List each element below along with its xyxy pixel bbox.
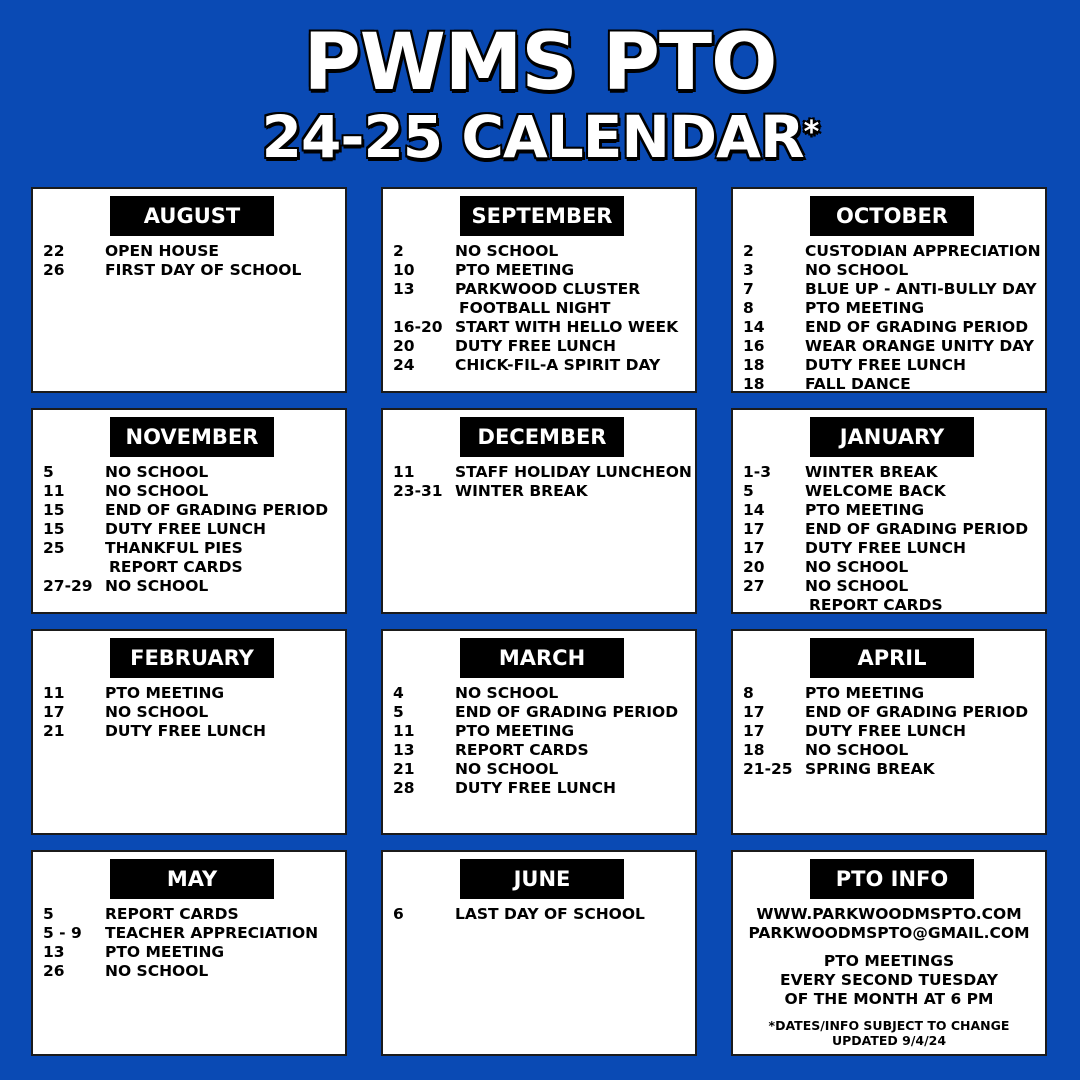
- month-card-february: [31, 629, 347, 835]
- month-title: NOVEMBER: [110, 417, 274, 457]
- event-text: PTO MEETING: [455, 722, 575, 740]
- pto-note-line: UPDATED 9/4/24: [831, 1033, 947, 1048]
- pto-meetings-line: PTO MEETINGS: [823, 952, 955, 970]
- event-text: DUTY FREE LUNCH: [455, 779, 616, 797]
- event-row: [43, 261, 341, 280]
- event-list: [743, 463, 1041, 615]
- event-text: CHICK-FIL-A SPIRIT DAY: [455, 356, 661, 374]
- event-list: [743, 684, 1041, 779]
- event-row: [393, 299, 691, 318]
- event-date: 21: [393, 760, 415, 778]
- event-row: [743, 741, 1041, 760]
- event-row: [743, 337, 1041, 356]
- month-title: JUNE: [460, 859, 624, 899]
- month-title: FEBRUARY: [110, 638, 274, 678]
- event-row: [393, 741, 691, 760]
- event-text: BLUE UP - ANTI-BULLY DAY: [805, 280, 1037, 298]
- month-card-march: [381, 629, 697, 835]
- event-row: [393, 280, 691, 299]
- event-row: [43, 558, 341, 577]
- event-text: DUTY FREE LUNCH: [805, 539, 966, 557]
- event-text: LAST DAY OF SCHOOL: [455, 905, 645, 923]
- event-date: 23-31: [393, 482, 443, 500]
- event-text: NO SCHOOL: [105, 577, 209, 595]
- event-date: 25: [43, 539, 65, 557]
- event-date: 11: [43, 482, 65, 500]
- event-date: 21: [43, 722, 65, 740]
- event-date: 14: [743, 318, 765, 336]
- event-text: WINTER BREAK: [805, 463, 938, 481]
- event-row: [43, 943, 341, 962]
- event-text: NO SCHOOL: [105, 703, 209, 721]
- event-row: [743, 722, 1041, 741]
- event-text: REPORT CARDS: [809, 596, 943, 614]
- month-card-october: [731, 187, 1047, 393]
- event-text: FIRST DAY OF SCHOOL: [105, 261, 302, 279]
- event-text: DUTY FREE LUNCH: [455, 337, 616, 355]
- event-row: [43, 539, 341, 558]
- event-text: PTO MEETING: [805, 684, 925, 702]
- event-date: 26: [43, 962, 65, 980]
- event-row: [393, 318, 691, 337]
- event-row: [393, 779, 691, 798]
- event-date: 28: [393, 779, 415, 797]
- event-date: 18: [743, 741, 765, 759]
- event-text: END OF GRADING PERIOD: [805, 703, 1029, 721]
- event-date: 20: [393, 337, 415, 355]
- event-row: [43, 924, 341, 943]
- pto-note-line: *DATES/INFO SUBJECT TO CHANGE: [768, 1018, 1010, 1033]
- event-text: END OF GRADING PERIOD: [805, 318, 1029, 336]
- month-title: OCTOBER: [810, 196, 974, 236]
- month-card-january: [731, 408, 1047, 614]
- event-date: 15: [43, 501, 65, 519]
- month-card-august: [31, 187, 347, 393]
- event-row: [43, 962, 341, 981]
- month-title: APRIL: [810, 638, 974, 678]
- event-date: 1-3: [743, 463, 772, 481]
- event-date: 17: [743, 703, 765, 721]
- event-list: [393, 905, 691, 924]
- event-text: NO SCHOOL: [805, 741, 909, 759]
- event-text: NO SCHOOL: [805, 558, 909, 576]
- page-title: PWMS PTO: [303, 18, 777, 108]
- event-date: 5: [743, 482, 754, 500]
- event-date: 13: [393, 741, 415, 759]
- event-date: 5: [43, 463, 54, 481]
- subtitle-text: 24-25 CALENDAR: [261, 103, 804, 171]
- event-row: [393, 463, 691, 482]
- event-date: 2: [743, 242, 754, 260]
- page-header: [0, 0, 1080, 180]
- pto-email-link[interactable]: PARKWOODMSPTO@GMAIL.COM: [748, 924, 1030, 942]
- event-text: NO SCHOOL: [105, 482, 209, 500]
- month-card-september: [381, 187, 697, 393]
- event-text: CUSTODIAN APPRECIATION: [805, 242, 1041, 260]
- event-date: 13: [43, 943, 65, 961]
- event-text: DUTY FREE LUNCH: [805, 356, 966, 374]
- event-date: 3: [743, 261, 754, 279]
- event-date: [43, 558, 105, 577]
- page-subtitle: [0, 102, 1080, 172]
- month-card-december: [381, 408, 697, 614]
- event-text: WINTER BREAK: [455, 482, 588, 500]
- pto-website-link[interactable]: WWW.PARKWOODMSPTO.COM: [756, 905, 1022, 923]
- event-row: [43, 905, 341, 924]
- month-title: MARCH: [460, 638, 624, 678]
- event-row: [743, 558, 1041, 577]
- event-text: END OF GRADING PERIOD: [455, 703, 679, 721]
- event-list: [43, 905, 341, 981]
- pto-meetings: [733, 952, 1045, 1009]
- pto-contact: [733, 905, 1045, 943]
- month-title: JANUARY: [810, 417, 974, 457]
- event-text: THANKFUL PIES: [105, 539, 243, 557]
- event-text: DUTY FREE LUNCH: [105, 722, 266, 740]
- event-date: 16: [743, 337, 765, 355]
- event-row: [743, 482, 1041, 501]
- event-text: TEACHER APPRECIATION: [105, 924, 319, 942]
- event-row: [393, 337, 691, 356]
- event-row: [743, 501, 1041, 520]
- month-card-april: [731, 629, 1047, 835]
- event-row: [743, 463, 1041, 482]
- month-card-november: [31, 408, 347, 614]
- event-date: 8: [743, 299, 754, 317]
- event-text: END OF GRADING PERIOD: [105, 501, 329, 519]
- event-date: 17: [43, 703, 65, 721]
- event-text: DUTY FREE LUNCH: [105, 520, 266, 538]
- event-row: [743, 318, 1041, 337]
- subtitle-asterisk: *: [803, 115, 819, 150]
- event-text: NO SCHOOL: [455, 684, 559, 702]
- event-row: [743, 760, 1041, 779]
- event-row: [743, 242, 1041, 261]
- event-date: [743, 596, 805, 615]
- event-row: [743, 520, 1041, 539]
- event-date: 16-20: [393, 318, 443, 336]
- event-row: [43, 722, 341, 741]
- event-date: 6: [393, 905, 404, 923]
- event-row: [43, 703, 341, 722]
- event-row: [393, 482, 691, 501]
- event-text: STAFF HOLIDAY LUNCHEON: [455, 463, 692, 481]
- event-text: PTO MEETING: [805, 501, 925, 519]
- event-text: NO SCHOOL: [105, 463, 209, 481]
- event-row: [43, 501, 341, 520]
- event-date: 11: [393, 463, 415, 481]
- event-list: [43, 684, 341, 741]
- event-text: PTO MEETING: [805, 299, 925, 317]
- event-list: [393, 242, 691, 375]
- event-text: PTO MEETING: [455, 261, 575, 279]
- event-row: [43, 520, 341, 539]
- event-date: 18: [743, 356, 765, 374]
- event-text: NO SCHOOL: [805, 261, 909, 279]
- event-date: 2: [393, 242, 404, 260]
- event-date: 27-29: [43, 577, 93, 595]
- event-text: WELCOME BACK: [805, 482, 946, 500]
- month-title: MAY: [110, 859, 274, 899]
- pto-meetings-line: OF THE MONTH AT 6 PM: [784, 990, 994, 1008]
- event-date: 8: [743, 684, 754, 702]
- event-text: NO SCHOOL: [805, 577, 909, 595]
- event-row: [393, 760, 691, 779]
- event-date: 5: [393, 703, 404, 721]
- pto-disclaimer: [733, 1018, 1045, 1048]
- pto-info-card: [731, 850, 1047, 1056]
- event-list: [393, 463, 691, 501]
- pto-info-title: PTO INFO: [810, 859, 974, 899]
- event-row: [743, 539, 1041, 558]
- event-row: [743, 596, 1041, 615]
- event-date: 17: [743, 722, 765, 740]
- event-date: 18: [743, 375, 765, 393]
- event-date: 21-25: [743, 760, 793, 778]
- event-text: PTO MEETING: [105, 684, 225, 702]
- month-title: SEPTEMBER: [460, 196, 624, 236]
- event-date: 13: [393, 280, 415, 298]
- event-date: 11: [393, 722, 415, 740]
- event-text: REPORT CARDS: [455, 741, 589, 759]
- event-row: [743, 299, 1041, 318]
- event-list: [393, 684, 691, 798]
- event-date: 15: [43, 520, 65, 538]
- event-row: [743, 577, 1041, 596]
- event-text: DUTY FREE LUNCH: [805, 722, 966, 740]
- month-card-may: [31, 850, 347, 1056]
- event-date: 4: [393, 684, 404, 702]
- event-date: 20: [743, 558, 765, 576]
- event-text: REPORT CARDS: [109, 558, 243, 576]
- event-row: [393, 703, 691, 722]
- event-text: NO SCHOOL: [455, 242, 559, 260]
- event-text: SPRING BREAK: [805, 760, 935, 778]
- event-date: 27: [743, 577, 765, 595]
- event-row: [43, 684, 341, 703]
- event-row: [43, 577, 341, 596]
- event-date: 5 - 9: [43, 924, 82, 942]
- event-date: 17: [743, 539, 765, 557]
- event-text: OPEN HOUSE: [105, 242, 219, 260]
- event-text: END OF GRADING PERIOD: [805, 520, 1029, 538]
- event-text: PARKWOOD CLUSTER: [455, 280, 641, 298]
- event-text: NO SCHOOL: [105, 962, 209, 980]
- event-list: [43, 463, 341, 596]
- month-title: DECEMBER: [460, 417, 624, 457]
- event-text: NO SCHOOL: [455, 760, 559, 778]
- event-row: [743, 684, 1041, 703]
- event-date: 11: [43, 684, 65, 702]
- event-row: [743, 280, 1041, 299]
- event-row: [393, 684, 691, 703]
- event-date: 10: [393, 261, 415, 279]
- event-row: [393, 261, 691, 280]
- month-card-june: [381, 850, 697, 1056]
- pto-meetings-line: EVERY SECOND TUESDAY: [780, 971, 998, 989]
- event-date: 7: [743, 280, 754, 298]
- event-text: WEAR ORANGE UNITY DAY: [805, 337, 1034, 355]
- event-row: [393, 722, 691, 741]
- event-row: [393, 242, 691, 261]
- event-text: REPORT CARDS: [105, 905, 239, 923]
- event-list: [743, 242, 1041, 394]
- event-date: 26: [43, 261, 65, 279]
- event-row: [43, 242, 341, 261]
- event-date: 22: [43, 242, 65, 260]
- event-date: 5: [43, 905, 54, 923]
- event-text: FOOTBALL NIGHT: [459, 299, 611, 317]
- event-row: [743, 356, 1041, 375]
- event-date: 14: [743, 501, 765, 519]
- event-date: [393, 299, 455, 318]
- event-row: [43, 482, 341, 501]
- event-text: START WITH HELLO WEEK: [455, 318, 679, 336]
- event-row: [743, 703, 1041, 722]
- event-list: [43, 242, 341, 280]
- event-row: [743, 261, 1041, 280]
- event-text: PTO MEETING: [105, 943, 225, 961]
- event-date: 17: [743, 520, 765, 538]
- event-row: [393, 905, 691, 924]
- month-title: AUGUST: [110, 196, 274, 236]
- event-row: [393, 356, 691, 375]
- event-text: FALL DANCE: [805, 375, 911, 393]
- event-row: [743, 375, 1041, 394]
- event-row: [43, 463, 341, 482]
- event-date: 24: [393, 356, 415, 374]
